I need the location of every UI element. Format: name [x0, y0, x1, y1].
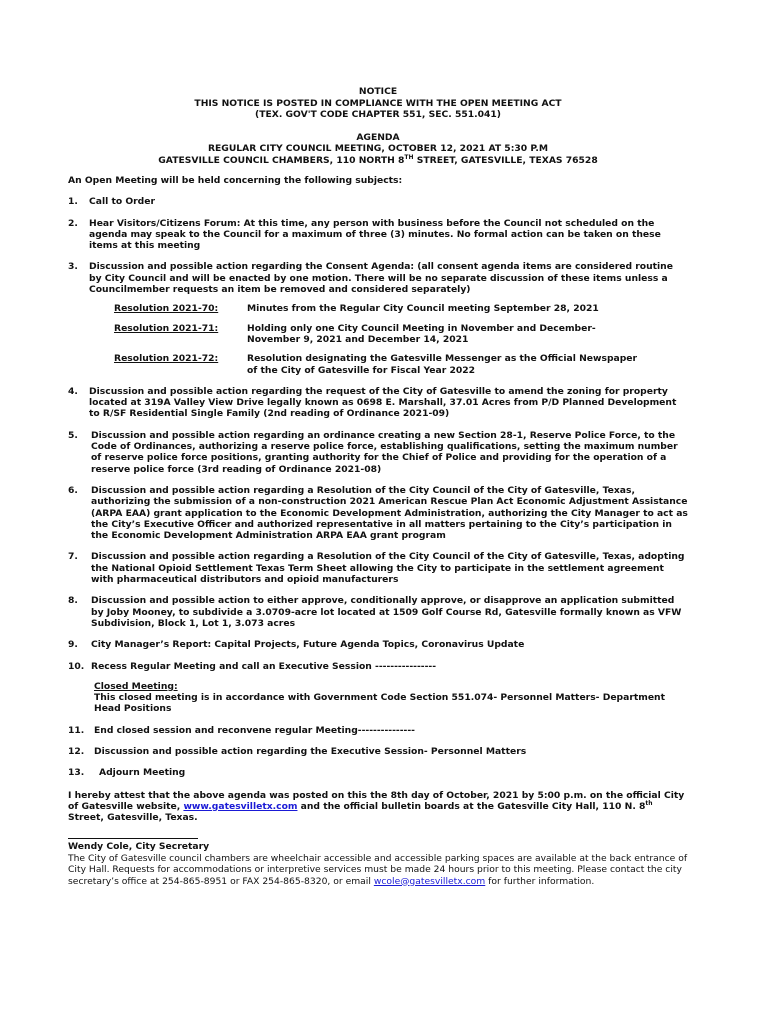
compliance-line: THIS NOTICE IS POSTED IN COMPLIANCE WITH THE OPEN MEETING ACT	[194, 97, 562, 109]
website-link[interactable]: www.gatesvilletx.com	[183, 800, 298, 812]
agenda-item-9	[68, 639, 688, 650]
item-number: 2.	[68, 217, 78, 229]
resolution-row	[68, 323, 688, 346]
notice-title: NOTICE	[358, 86, 398, 97]
intro-text: An Open Meeting will be held concerning the following subjects:	[68, 175, 403, 186]
item-number: 4.	[68, 385, 78, 397]
item-text: Discussion and possible action to either approve, conditionally approve, or disapprove an application submitted by Joby Mooney, to subdivide a 3.0709-acre lot located at 1509 Golf Course Rd, Gatesville formally known as VFW Subdivision, Block 1, Lot 1, 3.073 acres	[91, 595, 682, 629]
resolution-text: Resolution designating the Gatesville Messenger as the Official Newspaper of the City of Gatesville for Fiscal Year 2022	[247, 353, 638, 376]
signature-name: Wendy Cole, City Secretary	[68, 841, 210, 853]
item-number: 8.	[68, 595, 78, 607]
item-number: 10.	[68, 660, 85, 672]
agenda-item-11	[68, 725, 688, 736]
item-number: 11.	[68, 724, 85, 736]
item-number: 12.	[68, 745, 85, 757]
resolution-row	[68, 303, 688, 314]
meeting-line: REGULAR CITY COUNCIL MEETING, OCTOBER 12, 2021 AT 5:30 P.M	[207, 143, 549, 154]
item-text: Adjourn Meeting	[99, 767, 186, 779]
agenda-item-3	[68, 261, 688, 295]
agenda-title: AGENDA	[356, 131, 400, 143]
agenda-item-8	[68, 595, 688, 629]
item-text: Call to Order	[89, 196, 156, 208]
agenda-item-1	[68, 196, 688, 207]
item-text: Discussion and possible action regarding a Resolution of the City Council of the City of Gatesville, Texas, authorizing the submission of a non-construction 2021 American Rescue Plan Act Economic Adjustment Assistance (ARPA EAA) grant application to the Economic Development Administration, authorizing the City Manager to act as the City’s Executive Officer and authorized representative in all matters pertaining to the City’s participation in the Economic Development Administration ARPA EAA grant program	[91, 484, 688, 542]
accessibility-note: The City of Gatesville council chambers are wheelchair accessible and accessible parking spaces are available at the back entrance of City Hall. Requests for accommodations or interpretive services must be made 24 hours prior to this meeting. Please contact the city secretary’s office at 254-865-8951 or FAX 254-865-8320, or email wcole@gatesvilletx.com for further information.	[68, 852, 688, 887]
item-text: Discussion and possible action regarding a Resolution of the City Council of the City of Gatesville, Texas, adopting the National Opioid Settlement Texas Term Sheet allowing the City to participate in the settlement agreement with pharmaceutical distributors and opioid manufacturers	[91, 551, 685, 586]
notice-header	[68, 86, 688, 166]
agenda-item-10	[68, 661, 688, 672]
item-number: 3.	[68, 261, 78, 273]
agenda-item-6	[68, 485, 688, 541]
closed-meeting-text: This closed meeting is in accordance with Government Code Section 551.074- Personnel Matters- Department Head Positions	[94, 692, 665, 715]
resolution-label: Resolution 2021-70:	[114, 303, 219, 315]
agenda-item-12	[68, 746, 688, 757]
item-number: 9.	[68, 639, 78, 651]
item-text: City Manager’s Report: Capital Projects, Future Agenda Topics, Coronavirus Update	[91, 639, 525, 651]
agenda-item-5	[68, 430, 688, 475]
resolution-label: Resolution 2021-72:	[114, 353, 219, 365]
item-text: Discussion and possible action regarding the Consent Agenda: (all consent agenda items are considered routine by City Council and will be enacted by one motion. There will be no separate discussion of these items unless a Councilmember requests an item be removed and considered separately)	[89, 261, 673, 296]
item-text: End closed session and reconvene regular Meeting---------------	[94, 724, 415, 736]
item-number: 1.	[68, 196, 78, 208]
resolution-text: Holding only one City Council Meeting in November and December- November 9, 2021 and December 14, 2021	[247, 322, 596, 345]
item-number: 5.	[68, 429, 78, 441]
closed-meeting	[68, 681, 688, 715]
resolution-row	[68, 353, 688, 376]
agenda-document	[68, 86, 688, 887]
resolution-label: Resolution 2021-71:	[114, 322, 219, 334]
agenda-item-4	[68, 386, 688, 420]
closed-meeting-heading: Closed Meeting:	[94, 680, 178, 692]
item-text: Recess Regular Meeting and call an Executive Session ----------------	[91, 660, 437, 672]
location-line: GATESVILLE COUNCIL CHAMBERS, 110 NORTH 8TH STREET, GATESVILLE, TEXAS 76528	[158, 153, 598, 166]
item-text: Discussion and possible action regarding an ordinance creating a new Section 28-1, Reserve Police Force, to the Code of Ordinances, authorizing a reserve police force, establishing qualifications, setting the maximum number of reserve police force positions, granting authority for the Chief of Police and providing for the operation of a reserve police force (3rd reading of Ordinance 2021-08)	[91, 429, 678, 475]
resolution-text: Minutes from the Regular City Council meeting September 28, 2021	[247, 303, 599, 315]
attestation: I hereby attest that the above agenda was posted on this the 8th day of October, 2021 by 5:00 p.m. on the official City of Gatesville website, www.gatesvilletx.com and the official bulletin boards at the Gatesville City Hall, 110 N. 8th Street, Gatesville, Texas.	[68, 789, 685, 824]
email-link[interactable]: wcole@gatesvilletx.com	[373, 875, 486, 887]
signature-line	[68, 838, 198, 839]
agenda-item-2	[68, 218, 688, 252]
item-text: Discussion and possible action regarding the request of the City of Gatesville to amend the zoning for property located at 319A Valley View Drive legally known as 0698 E. Marshall, 37.01 Acres from P/D Planned Development to R/SF Residential Single Family (2nd reading of Ordinance 2021-09)	[89, 385, 677, 420]
agenda-item-7	[68, 551, 688, 585]
code-line: (TEX. GOV'T CODE CHAPTER 551, SEC. 551.041)	[255, 109, 501, 120]
item-number: 7.	[68, 551, 78, 563]
item-text: Discussion and possible action regarding the Executive Session- Personnel Matters	[94, 745, 527, 757]
item-text: Hear Visitors/Citizens Forum: At this time, any person with business before the Council not scheduled on the agenda may speak to the Council for a maximum of three (3) minutes. No formal action can be taken on these items at this meeting	[89, 217, 661, 252]
agenda-item-13	[68, 767, 688, 778]
item-number: 13.	[68, 767, 85, 779]
item-number: 6.	[68, 484, 78, 496]
